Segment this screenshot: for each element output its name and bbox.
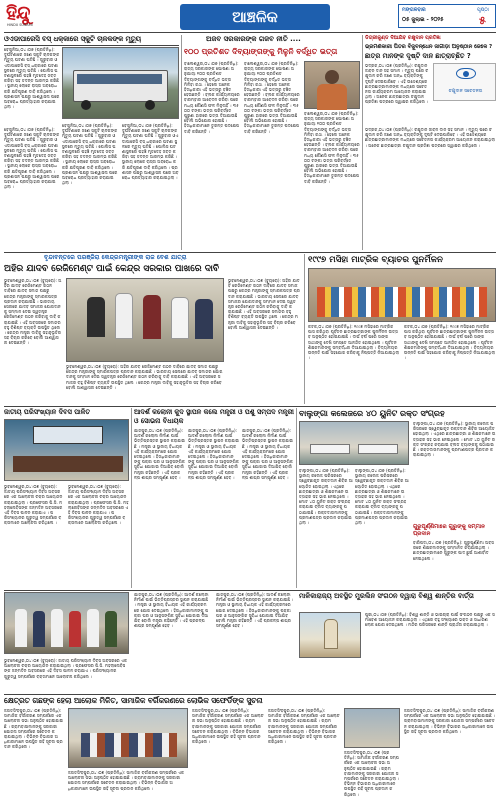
body-text: ଜଗତସିଂହପୁର,୦୪।୦୭ (ପ୍ରତିନିଧି): ସାମାଜିକ ବର୍ଗୀକରଣ ସମ୍ପର୍କରେ ଏକ ଆଲୋଚନା ସଭା ଅନୁଷ୍ଠିତ ହୋଇଯାଇଛି । ଗ୍ରାମବାସୀମାନଙ୍କୁ ସରକାରୀ ଯୋଜନା ସମ୍ପର୍କରେ ସଚେତନ କରାଯାଇଥିଲା । ବିଭିନ୍ନ ବିଭାଗର ଅଧିକାରୀମାନେ ଉପସ୍ଥିତ ରହି ସୂଚନା ପ୍ରଦାନ କରିଥିଲେ । [4, 708, 64, 750]
masthead [0, 0, 500, 34]
col-divider [181, 35, 182, 250]
guru-body: ବାରିପଦା,୦୪।୦୭ (ପ୍ରତିନିଧି): ଗୁରୁପୂର୍ଣ୍ଣିମା ଅବସରରେ ଶିକ୍ଷକମାନଙ୍କୁ ସମ୍ମାନିତ କରାଯାଇଥିଲା । ଛାତ୍ରଛାତ୍ରୀମାନେ ଗୁରୁଙ୍କ ପାଦ ଛୁଇଁ ଆଶୀର୍ବାଦ ନେଇଥିଲେ । [413, 540, 494, 561]
story-reunion [308, 254, 496, 404]
story-eye-donation [365, 35, 496, 250]
date: ୦୫ ଜୁଲାଇ - ୨୦୨୫ [402, 17, 444, 23]
date-block [398, 4, 496, 28]
headline: କ୍ଷେତ୍ରତ ଗଛଙ୍କ ହେଲା ଆଲୋକ ମିଳିତ, ସାମାଜିକ ବର୍ଗିକରଣରେ ଲୋଭିକ ସଫେର୍ଡିଙ୍କ ସୁଚନା [4, 696, 263, 705]
body-text: ବାଲେଶ୍ୱର,୦୪।୦୭ (ପ୍ରତିନିଧି): ରାଜ୍ୟ ସରକାରଙ୍କ ଘୋଷଣା ଅନୁଯାୟୀ ୧୦୦ ପ୍ରତିଶତ ଦିବ୍ୟାଙ୍ଗଙ୍କୁ ବର୍ଦ୍ଧିତ ଭତ୍ତା ମିଳିବା କଥା । ହେଲେ ଅନେକ ହିତାଧିକାରୀ ଏହି ଭତ୍ତାରୁ ବଞ୍ଚିତ ହେଉଛନ୍ତି । ବ୍ଲକ କାର୍ଯ୍ୟାଳୟରେ ବାରମ୍ବାର ଆବେଦନ କରିବା ପରେ ମଧ୍ୟ କୌଣସି ଫଳ ମିଳୁନାହିଁ । ୩୫୦୦ ଟଙ୍କା ଭତ୍ତା ପରିବର୍ତ୍ତେ ପୁରୁଣା ହାରରେ ଭତ୍ତା ଦିଆଯାଉଛି ବୋଲି ଅଭିଯୋଗ ହୋଇଛି । ହିତାଧିକାରୀମାନେ ତୁରନ୍ତ ପଦକ୍ଷେପ ଦାବି କରିଛନ୍ତି । [184, 61, 240, 134]
body-text-4: ବେଗୁନିଆ,୦୪।୦୭ (ପ୍ରତିନିଧି): ଦୁର୍ଘଟଣାରେ ଜଣେ ସ୍କୁଟି ଚାଳକଙ୍କ ମୃତ୍ୟୁ ଘଟଣା ଘଟିଛି । ଗୁରୁବାର ଓଏଡାପାରେସି ବସ୍ ଧକ୍କାରେ ଘଟଣା ସ୍ଥଳରେ ମୃତ୍ୟୁ ଘଟିଛି । ପୋଲିସ ଘଟଣାସ୍ଥଳରେ ପହଞ୍ଚି ମୃତଦେହ ଜବତ କରିବା ସହ ତଦନ୍ତ ଆରମ୍ଭ କରିଛି । ସ୍ଥାନୀୟ ଲୋକେ ରାସ୍ତା ଅବରୋଧ କରି କ୍ଷତିପୂରଣ ଦାବି କରିଥିଲେ । ପ୍ରଶାସନ ପକ୍ଷରୁ ଆଶ୍ୱାସନା ପରେ ଅବରୋଧ ପ୍ରତ୍ୟାହାର କରାଯାଇଥିଲା । [4, 127, 60, 190]
kicker: ଡିଗ୍ରୀକୁଣ୍ଡ ଦିଆଯିବ ଚକ୍ଷୁଦାନ ପ୍ରତିଜ୍ଞା [365, 35, 441, 41]
masthead-rule [4, 32, 496, 33]
logo-caption: ଚକ୍ଷୁଦାନ ସଚେତନତା [448, 89, 483, 94]
body-text-3: ବେଗୁନିଆ,୦୪।୦୭ (ପ୍ରତିନିଧି): ଦୁର୍ଘଟଣାରେ ଜଣେ ସ୍କୁଟି ଚାଳକଙ୍କ ମୃତ୍ୟୁ ଘଟଣା ଘଟିଛି । ଗୁରୁବାର ଓଏଡାପାରେସି ବସ୍ ଧକ୍କାରେ ଘଟଣା ସ୍ଥଳରେ ମୃତ୍ୟୁ ଘଟିଛି । ପୋଲିସ ଘଟଣାସ୍ଥଳରେ ପହଞ୍ଚି ମୃତଦେହ ଜବତ କରିବା ସହ ତଦନ୍ତ ଆରମ୍ଭ କରିଛି । ସ୍ଥାନୀୟ ଲୋକେ ରାସ୍ତା ଅବରୋଧ କରି କ୍ଷତିପୂରଣ ଦାବି କରିଥିଲେ । ପ୍ରଶାସନ ପକ୍ଷରୁ ଆଶ୍ୱାସନା ପରେ ଅବରୋଧ ପ୍ରତ୍ୟାହାର କରାଯାଇଥିଲା । [122, 123, 179, 181]
body-text-3: ଯାଜପୁର,୦୪।୦୭ (ପ୍ରତିନିଧି): ଆଦର୍ଶ କଲୋନୀ ନିର୍ମାଣ ପାଇଁ ଭିତ୍ତିପ୍ରସ୍ତର ସ୍ଥାପନ କରାଯାଇଛି । ମନ୍ତ୍ରୀ ଓ ସ୍ଥାନୀୟ ବିଧାୟକ ଏହି କାର୍ଯ୍ୟକ୍ରମରେ ଯୋଗ ଦେଇଥିଲେ । ହିତାଧିକାରୀମାନଙ୍କୁ ପକ୍କା ଘର ଓ ଆନୁସଙ୍ଗିକ ସୁବିଧା ଯୋଗାଇ ଦିଆଯିବ ବୋଲି ମନ୍ତ୍ରୀ କହିଛନ୍ତି । ଏହି ପ୍ରକଳ୍ପ ଶୀଘ୍ର ସମ୍ପୂର୍ଣ୍ଣ ହେବ । [242, 428, 294, 480]
story-blood-donation [299, 408, 496, 588]
body-text-3: ଜଗତସିଂହପୁର,୦୪।୦୭ (ପ୍ରତିନିଧି): ସାମାଜିକ ବର୍ଗୀକରଣ ସମ୍ପର୍କରେ ଏକ ଆଲୋଚନା ସଭା ଅନୁଷ୍ଠିତ ହୋଇଯାଇଛି । ଗ୍ରାମବାସୀମାନଙ୍କୁ ସରକାରୀ ଯୋଜନା ସମ୍ପର୍କରେ ସଚେତନ କରାଯାଇଥିଲା । ବିଭିନ୍ନ ବିଭାଗର ଅଧିକାରୀମାନେ ଉପସ୍ଥିତ ରହି ସୂଚନା ପ୍ରଦାନ କରିଥିଲେ । [192, 708, 264, 745]
eye-donation-logo [433, 63, 496, 101]
kicker: ଅଜବ ସରକାରଙ୍କ ଗଜବ ନୀତି .... [206, 35, 301, 43]
body-text-2: ଭଦ୍ରକ,୦୪।୦୭ (ପ୍ରତିନିଧି): ଚକ୍ଷୁଦାନ ଜୀବନ ଦାନ ସହ ସମାନ । ମୃତ୍ୟୁ ପରେ ଚକ୍ଷୁଦାନ କରି ଜଣେ ଅନ୍ଧ ବ୍ୟକ୍ତିଙ୍କୁ ଦୃଷ୍ଟି ଦେଇପାରିବେ । ଏହି ଉଦ୍ଦେଶ୍ୟରେ ଛାତ୍ରଛାତ୍ରୀମାନଙ୍କ ମଧ୍ୟରେ ସଚେତନତା କାର୍ଯ୍ୟକ୍ରମ ଆୟୋଜନ କରାଯାଇଥିଲା । ଅନେକ ଛାତ୍ରଛାତ୍ରୀ ଚକ୍ଷୁଦାନ ପ୍ରତିଜ୍ଞା ପତ୍ରରେ ସ୍ୱାକ୍ଷର କରିଥିଲେ । [365, 127, 496, 148]
logo-sub: HINDU SUNAMI [7, 23, 33, 27]
body-text: ଭୁବନେଶ୍ୱର,୦୪।୦୭ (ବ୍ୟୁରୋ): ଜାତୀୟ ପରିସଂଖ୍ୟାନ ଦିବସ ଅବସରରେ ଏକ ଆଲୋଚନା ଚକ୍ର ଆୟୋଜନ କରାଯାଇଥିଲା । ପ୍ରଫେସର ପି.ସି. ମହଲାନୋବିସଙ୍କ ଜନ୍ମଦିନ ଅବସରରେ ଏହି ଦିବସ ପାଳନ କରାଯାଏ । ପରିସଂଖ୍ୟାନର ଗୁରୁତ୍ୱ ସମ୍ପର୍କରେ ବକ୍ତାମାନେ ଆଲୋଚନା କରିଥିଲେ । [4, 484, 63, 526]
headline: ମାଳିକାରାଜ୍ୟ ଅବସ୍ଥିତ ମୁରଲିନ ସଂଗଠନ ଦ୍ୱାରା ବିଶ୍ୱ ଶାନ୍ତିର ବାର୍ତ୍ତା [299, 592, 474, 600]
headline: ୧୦୦ ପ୍ରତିଶତ ଦିବ୍ୟାଙ୍ଗଙ୍କୁ ମିଳୁନି ବର୍ଦ୍ଧିତ ଭତ୍ତା [184, 47, 338, 56]
body-text: ବାଲୁଙ୍ଗା,୦୪।୦୭ (ପ୍ରତିନିଧି): ସ୍ଥାନୀୟ କଲେଜ ପରିସରରେ ସ୍ୱେଚ୍ଛାକୃତ ରକ୍ତଦାନ ଶିବିର ଆୟୋଜିତ ହୋଇଥିଲା । ଏଥିରେ ଛାତ୍ରଛାତ୍ରୀ ଓ ଶିକ୍ଷକମାନେ ଉତ୍ସାହର ସହ ଭାଗ ନେଇଥିଲେ । ମୋଟ ୪୦ ୟୁନିଟ ରକ୍ତ ସଂଗ୍ରହ କରାଯାଇ ବ୍ଲଡ ବ୍ୟାଙ୍କକୁ ପଠାଯାଇଛି । ରକ୍ତଦାତାମାନଙ୍କୁ ପ୍ରମାଣପତ୍ର ପ୍ରଦାନ କରାଯାଇଥିଲା । [413, 421, 496, 458]
story-social-classification [4, 696, 496, 797]
body-text-4: ଜଗତସିଂହପୁର,୦୪।୦୭ (ପ୍ରତିନିଧି): ସାମାଜିକ ବର୍ଗୀକରଣ ସମ୍ପର୍କରେ ଏକ ଆଲୋଚନା ସଭା ଅନୁଷ୍ଠିତ ହୋଇଯାଇଛି । ଗ୍ରାମବାସୀମାନଙ୍କୁ ସରକାରୀ ଯୋଜନା ସମ୍ପର୍କରେ ସଚେତନ କରାଯାଇଥିଲା । ବିଭିନ୍ନ ବିଭାଗର ଅଧିକାରୀମାନେ ଉପସ୍ଥିତ ରହି ସୂଚନା ପ୍ରଦାନ କରିଥିଲେ । [268, 708, 340, 745]
body-text: କଟକ,୦୪।୦୭ (ପ୍ରତିନିଧି): ୧୯୯୭ ମସିହାରେ ମାଟ୍ରିକ ପାସ କରିଥିବା ପୂର୍ବତନ ଛାତ୍ରଛାତ୍ରୀଙ୍କ ପୁନର୍ମିଳନ ଉତ୍ସବ ଅନୁଷ୍ଠିତ ହୋଇଯାଇଛି । ଦୀର୍ଘ ବର୍ଷ ପରେ ସାଙ୍ଗସାଥୀଙ୍କୁ ଦେଖି ସମସ୍ତେ ଆନନ୍ଦିତ ହୋଇଥିଲେ । ପୂର୍ବତନ ଶିକ୍ଷକମାନଙ୍କୁ ସମ୍ବର୍ଦ୍ଧନା ଦିଆଯାଇଥିଲା । ବିଦ୍ୟାଳୟର ଉନ୍ନତି ପାଇଁ ସହଯୋଗ କରିବାକୁ ନିଷ୍ପତ୍ତି ନିଆଯାଇଥିଲା । [308, 324, 400, 361]
body-text-2: ବାଲୁଙ୍ଗା,୦୪।୦୭ (ପ୍ରତିନିଧି): ସ୍ଥାନୀୟ କଲେଜ ପରିସରରେ ସ୍ୱେଚ୍ଛାକୃତ ରକ୍ତଦାନ ଶିବିର ଆୟୋଜିତ ହୋଇଥିଲା । ଏଥିରେ ଛାତ୍ରଛାତ୍ରୀ ଓ ଶିକ୍ଷକମାନେ ଉତ୍ସାହର ସହ ଭାଗ ନେଇଥିଲେ । ମୋଟ ୪୦ ୟୁନିଟ ରକ୍ତ ସଂଗ୍ରହ କରାଯାଇ ବ୍ଲଡ ବ୍ୟାଙ୍କକୁ ପଠାଯାଇଛି । ରକ୍ତଦାତାମାନଙ୍କୁ ପ୍ରମାଣପତ୍ର ପ୍ରଦାନ କରାଯାଇଥିଲା । [299, 468, 353, 526]
page-label: ପୃଷ୍ଠା [477, 7, 489, 13]
page-number: ୫ [479, 14, 486, 27]
body-text: ପୁରୀ,୦୪।୦୭ (ପ୍ରତିନିଧି): ବିଶ୍ୱ ଶାନ୍ତି ଓ ଭାଇଚାରା ପାଇଁ ସଂଗଠନ ପକ୍ଷରୁ ଏକ ସମାବେଶ ଆୟୋଜନ କରାଯାଇଥିଲା । ଏଥିରେ ବହୁ ସଂଖ୍ୟାରେ ଭକ୍ତ ଓ ସାଧାରଣ ଲୋକ ଯୋଗ ଦେଇଥିଲେ । ମନ୍ଦିର ପରିସରରେ ଶାନ୍ତି ପ୍ରାର୍ଥନା କରାଯାଇଥିଲା । [365, 612, 495, 628]
blood-camp-photo [299, 421, 409, 465]
body-text-3: ଯାଜପୁର,୦୪।୦୭ (ପ୍ରତିନିଧି): ଆଦର୍ଶ କଲୋନୀ ନିର୍ମାଣ ପାଇଁ ଭିତ୍ତିପ୍ରସ୍ତର ସ୍ଥାପନ କରାଯାଇଛି । ମନ୍ତ୍ରୀ ଓ ସ୍ଥାନୀୟ ବିଧାୟକ ଏହି କାର୍ଯ୍ୟକ୍ରମରେ ଯୋଗ ଦେଇଥିଲେ । ହିତାଧିକାରୀମାନଙ୍କୁ ପକ୍କା ଘର ଓ ଆନୁସଙ୍ଗିକ ସୁବିଧା ଯୋଗାଇ ଦିଆଯିବ ବୋଲି ମନ୍ତ୍ରୀ କହିଛନ୍ତି । ଏହି ପ୍ରକଳ୍ପ ଶୀଘ୍ର ସମ୍ପୂର୍ଣ୍ଣ ହେବ । [216, 592, 294, 629]
band-rule [4, 252, 496, 253]
headline: ଭ୍ରମଣକାରୀ ପିତର ବିଜୁବନ୍ଧେନ ଜାଗୀଡ଼ା ଅନୁଷ୍ଠାନ ଜେଳେ ? [365, 44, 493, 50]
section-banner [180, 4, 330, 30]
body-text-3: ଭୁବନେଶ୍ୱର,୦୪।୦୭ (ବ୍ୟୁରୋ): ଅହିର ଯାଦବ ରେଜିମେଣ୍ଟ ଗଠନ ଦାବିରେ ଯାଦବ ସମାଜ ପକ୍ଷରୁ କେନ୍ଦ୍ର ମନ୍ତ୍ରୀଙ୍କୁ ସ୍ମାରକପତ୍ର ପ୍ରଦାନ କରାଯାଇଛି । ଭାରତୀୟ ସେନାରେ ଯାଦବ ସମାଜର ଯୋଗଦାନକୁ ସମ୍ମାନ ଦେଇ ସ୍ୱତନ୍ତ୍ର ରେଜିମେଣ୍ଟ ଗଠନ କରିବାକୁ ଦାବି କରାଯାଇଛି । ଏହି ଅବସରରେ ସମାଜର ବହୁ ବିଶିଷ୍ଟ ବ୍ୟକ୍ତି ଉପସ୍ଥିତ ଥିଲେ । କେନ୍ଦ୍ର ମନ୍ତ୍ରୀ ଦାବିକୁ ସହାନୁଭୂତିର ସହ ବିଚାର କରିବେ ବୋଲି ଆଶ୍ୱାସନା ଦେଇଛନ୍ତି । [228, 278, 300, 330]
story-world-peace [299, 592, 496, 692]
body-text: ଭୁବନେଶ୍ୱର,୦୪।୦୭ (ବ୍ୟୁରୋ): ଜାତୀୟ ପରିସଂଖ୍ୟାନ ଦିବସ ଅବସରରେ ଏକ ଆଲୋଚନା ଚକ୍ର ଆୟୋଜନ କରାଯାଇଥିଲା । ପ୍ରଫେସର ପି.ସି. ମହଲାନୋବିସଙ୍କ ଜନ୍ମଦିନ ଅବସରରେ ଏହି ଦିବସ ପାଳନ କରାଯାଏ । ପରିସଂଖ୍ୟାନର ଗୁରୁତ୍ୱ ସମ୍ପର୍କରେ ବକ୍ତାମାନେ ଆଲୋଚନା କରିଥିଲେ । [4, 658, 128, 679]
body-text: ଯାଜପୁର,୦୪।୦୭ (ପ୍ରତିନିଧି): ଆଦର୍ଶ କଲୋନୀ ନିର୍ମାଣ ପାଇଁ ଭିତ୍ତିପ୍ରସ୍ତର ସ୍ଥାପନ କରାଯାଇଛି । ମନ୍ତ୍ରୀ ଓ ସ୍ଥାନୀୟ ବିଧାୟକ ଏହି କାର୍ଯ୍ୟକ୍ରମରେ ଯୋଗ ଦେଇଥିଲେ । ହିତାଧିକାରୀମାନଙ୍କୁ ପକ୍କା ଘର ଓ ଆନୁସଙ୍ଗିକ ସୁବିଧା ଯୋଗାଇ ଦିଆଯିବ ବୋଲି ମନ୍ତ୍ରୀ କହିଛନ୍ତି । ଏହି ପ୍ରକଳ୍ପ ଶୀଘ୍ର ସମ୍ପୂର୍ଣ୍ଣ ହେବ । [134, 428, 186, 480]
headline-rule [4, 45, 179, 46]
logo-text: ହିନ୍ଦୁ [6, 2, 30, 24]
body-text-2: କଟକ,୦୪।୦୭ (ପ୍ରତିନିଧି): ୧୯୯୭ ମସିହାରେ ମାଟ୍ରିକ ପାସ କରିଥିବା ପୂର୍ବତନ ଛାତ୍ରଛାତ୍ରୀଙ୍କ ପୁନର୍ମିଳନ ଉତ୍ସବ ଅନୁଷ୍ଠିତ ହୋଇଯାଇଛି । ଦୀର୍ଘ ବର୍ଷ ପରେ ସାଙ୍ଗସାଥୀଙ୍କୁ ଦେଖି ସମସ୍ତେ ଆନନ୍ଦିତ ହୋଇଥିଲେ । ପୂର୍ବତନ ଶିକ୍ଷକମାନଙ୍କୁ ସମ୍ବର୍ଦ୍ଧନା ଦିଆଯାଇଥିଲା । ବିଦ୍ୟାଳୟର ଉନ୍ନତି ପାଇଁ ସହଯୋଗ କରିବାକୁ ନିଷ୍ପତ୍ତି ନିଆଯାଇଥିଲା । [404, 324, 496, 361]
col-divider [362, 35, 363, 250]
reunion-photo [308, 268, 496, 322]
body-text-2: ଯାଜପୁର,୦୪।୦୭ (ପ୍ରତିନିଧି): ଆଦର୍ଶ କଲୋନୀ ନିର୍ମାଣ ପାଇଁ ଭିତ୍ତିପ୍ରସ୍ତର ସ୍ଥାପନ କରାଯାଇଛି । ମନ୍ତ୍ରୀ ଓ ସ୍ଥାନୀୟ ବିଧାୟକ ଏହି କାର୍ଯ୍ୟକ୍ରମରେ ଯୋଗ ଦେଇଥିଲେ । ହିତାଧିକାରୀମାନଙ୍କୁ ପକ୍କା ଘର ଓ ଆନୁସଙ୍ଗିକ ସୁବିଧା ଯୋଗାଇ ଦିଆଯିବ ବୋଲି ମନ୍ତ୍ରୀ କହିଛନ୍ତି । ଏହି ପ୍ରକଳ୍ପ ଶୀଘ୍ର ସମ୍ପୂର୍ଣ୍ଣ ହେବ । [188, 428, 240, 480]
weekday: ମଙ୍ଗଳବାର [402, 7, 426, 13]
headline: ୧୯୯୭ ମସିହା ମାଟ୍ରିକ ବ୍ୟାଚର ପୁନର୍ମିଳନ [308, 255, 443, 265]
body-text: ବେଗୁନିଆ,୦୪।୦୭ (ପ୍ରତିନିଧି): ଦୁର୍ଘଟଣାରେ ଜଣେ ସ୍କୁଟି ଚାଳକଙ୍କ ମୃତ୍ୟୁ ଘଟଣା ଘଟିଛି । ଗୁରୁବାର ଓଏଡାପାରେସି ବସ୍ ଧକ୍କାରେ ଘଟଣା ସ୍ଥଳରେ ମୃତ୍ୟୁ ଘଟିଛି । ପୋଲିସ ଘଟଣାସ୍ଥଳରେ ପହଞ୍ଚି ମୃତଦେହ ଜବତ କରିବା ସହ ତଦନ୍ତ ଆରମ୍ଭ କରିଛି । ସ୍ଥାନୀୟ ଲୋକେ ରାସ୍ତା ଅବରୋଧ କରି କ୍ଷତିପୂରଣ ଦାବି କରିଥିଲେ । ପ୍ରଶାସନ ପକ୍ଷରୁ ଆଶ୍ୱାସନା ପରେ ଅବରୋଧ ପ୍ରତ୍ୟାହାର କରାଯାଇଥିଲା । [4, 47, 60, 110]
headline: ବାଲୁଙ୍ଗା କଲେଜରେ ୪୦ ୟୁନିଟ ରକ୍ତ ସଂଗ୍ରହ [299, 409, 445, 418]
body-text-5: ଜଗତସିଂହପୁର,୦୪।୦୭ (ପ୍ରତିନିଧି): ସାମାଜିକ ବର୍ଗୀକରଣ ସମ୍ପର୍କରେ ଏକ ଆଲୋଚନା ସଭା ଅନୁଷ୍ଠିତ ହୋଇଯାଇଛି । ଗ୍ରାମବାସୀମାନଙ୍କୁ ସରକାରୀ ଯୋଜନା ସମ୍ପର୍କରେ ସଚେତନ କରାଯାଇଥିଲା । ବିଭିନ୍ନ ବିଭାଗର ଅଧିକାରୀମାନେ ଉପସ୍ଥିତ ରହି ସୂଚନା ପ୍ରଦାନ କରିଥିଲେ । [344, 750, 400, 797]
body-text-2: ବେଗୁନିଆ,୦୪।୦୭ (ପ୍ରତିନିଧି): ଦୁର୍ଘଟଣାରେ ଜଣେ ସ୍କୁଟି ଚାଳକଙ୍କ ମୃତ୍ୟୁ ଘଟଣା ଘଟିଛି । ଗୁରୁବାର ଓଏଡାପାରେସି ବସ୍ ଧକ୍କାରେ ଘଟଣା ସ୍ଥଳରେ ମୃତ୍ୟୁ ଘଟିଛି । ପୋଲିସ ଘଟଣାସ୍ଥଳରେ ପହଞ୍ଚି ମୃତଦେହ ଜବତ କରିବା ସହ ତଦନ୍ତ ଆରମ୍ଭ କରିଛି । ସ୍ଥାନୀୟ ଲୋକେ ରାସ୍ତା ଅବରୋଧ କରି କ୍ଷତିପୂରଣ ଦାବି କରିଥିଲେ । ପ୍ରଶାସନ ପକ୍ଷରୁ ଆଶ୍ୱାସନା ପରେ ଅବରୋଧ ପ୍ରତ୍ୟାହାର କରାଯାଇଥିଲା । [62, 123, 118, 186]
headline: ଓଏଡାପାରେସି ବସ୍ ଧକ୍କାରେ ସ୍କୁଟି ଚାଳକଙ୍କ ମୃତ୍ୟୁ [4, 35, 142, 43]
headline: ଅହିର ଯାଦବ ରେଜିମେଣ୍ଟ ପାଇଁ କେନ୍ଦ୍ର ସରକାର ପାଖରେ ଦାବି [4, 264, 220, 274]
colony-photo [4, 592, 129, 654]
temple-photo [299, 612, 361, 658]
body-text: ଭୁବନେଶ୍ୱର,୦୪।୦୭ (ବ୍ୟୁରୋ): ଅହିର ଯାଦବ ରେଜିମେଣ୍ଟ ଗଠନ ଦାବିରେ ଯାଦବ ସମାଜ ପକ୍ଷରୁ କେନ୍ଦ୍ର ମନ୍ତ୍ରୀଙ୍କୁ ସ୍ମାରକପତ୍ର ପ୍ରଦାନ କରାଯାଇଛି । ଭାରତୀୟ ସେନାରେ ଯାଦବ ସମାଜର ଯୋଗଦାନକୁ ସମ୍ମାନ ଦେଇ ସ୍ୱତନ୍ତ୍ର ରେଜିମେଣ୍ଟ ଗଠନ କରିବାକୁ ଦାବି କରାଯାଇଛି । ଏହି ଅବସରରେ ସମାଜର ବହୁ ବିଶିଷ୍ଟ ବ୍ୟକ୍ତି ଉପସ୍ଥିତ ଥିଲେ । କେନ୍ଦ୍ର ମନ୍ତ୍ରୀ ଦାବିକୁ ସହାନୁଭୂତିର ସହ ବିଚାର କରିବେ ବୋଲି ଆଶ୍ୱାସନା ଦେଇଛନ୍ତି । [4, 278, 62, 346]
kicker: ବୃନ୍ଦାବନ୍ତରେ ପରଞ୍ଜିରା କେନ୍ଦ୍ରମନ୍ତ୍ରୀଙ୍କ ରାଜ ବେଶ ଯାତ୍ରା [44, 254, 187, 261]
col-divider [131, 408, 132, 588]
headline: ଜାତୀୟ ପରିସଂଖ୍ୟାନ ଦିବସ ପାଳିତ [4, 408, 91, 416]
col-divider [304, 254, 305, 404]
body-text-2: ବାଲେଶ୍ୱର,୦୪।୦୭ (ପ୍ରତିନିଧି): ରାଜ୍ୟ ସରକାରଙ୍କ ଘୋଷଣା ଅନୁଯାୟୀ ୧୦୦ ପ୍ରତିଶତ ଦିବ୍ୟାଙ୍ଗଙ୍କୁ ବର୍ଦ୍ଧିତ ଭତ୍ତା ମିଳିବା କଥା । ହେଲେ ଅନେକ ହିତାଧିକାରୀ ଏହି ଭତ୍ତାରୁ ବଞ୍ଚିତ ହେଉଛନ୍ତି । ବ୍ଲକ କାର୍ଯ୍ୟାଳୟରେ ବାରମ୍ବାର ଆବେଦନ କରିବା ପରେ ମଧ୍ୟ କୌଣସି ଫଳ ମିଳୁନାହିଁ । ୩୫୦୦ ଟଙ୍କା ଭତ୍ତା ପରିବର୍ତ୍ତେ ପୁରୁଣା ହାରରେ ଭତ୍ତା ଦିଆଯାଉଛି ବୋଲି ଅଭିଯୋଗ ହୋଇଛି । ହିତାଧିକାରୀମାନେ ତୁରନ୍ତ ପଦକ୍ଷେପ ଦାବି କରିଛନ୍ତି । [244, 61, 300, 134]
row-rule [4, 406, 496, 407]
meeting-photo [68, 708, 188, 768]
woman-photo [304, 61, 360, 109]
body-text-2: ଭୁବନେଶ୍ୱର,୦୪।୦୭ (ବ୍ୟୁରୋ): ଜାତୀୟ ପରିସଂଖ୍ୟାନ ଦିବସ ଅବସରରେ ଏକ ଆଲୋଚନା ଚକ୍ର ଆୟୋଜନ କରାଯାଇଥିଲା । ପ୍ରଫେସର ପି.ସି. ମହଲାନୋବିସଙ୍କ ଜନ୍ମଦିନ ଅବସରରେ ଏହି ଦିବସ ପାଳନ କରାଯାଏ । ପରିସଂଖ୍ୟାନର ଗୁରୁତ୍ୱ ସମ୍ପର୍କରେ ବକ୍ତାମାନେ ଆଲୋଚନା କରିଥିଲେ । [68, 484, 129, 526]
body-text-2: ଯାଜପୁର,୦୪।୦୭ (ପ୍ରତିନିଧି): ଆଦର୍ଶ କଲୋନୀ ନିର୍ମାଣ ପାଇଁ ଭିତ୍ତିପ୍ରସ୍ତର ସ୍ଥାପନ କରାଯାଇଛି । ମନ୍ତ୍ରୀ ଓ ସ୍ଥାନୀୟ ବିଧାୟକ ଏହି କାର୍ଯ୍ୟକ୍ରମରେ ଯୋଗ ଦେଇଥିଲେ । ହିତାଧିକାରୀମାନଙ୍କୁ ପକ୍କା ଘର ଓ ଆନୁସଙ୍ଗିକ ସୁବିଧା ଯୋଗାଇ ଦିଆଯିବ ବୋଲି ମନ୍ତ୍ରୀ କହିଛନ୍ତି । ଏହି ପ୍ରକଳ୍ପ ଶୀଘ୍ର ସମ୍ପୂର୍ଣ୍ଣ ହେବ । [134, 592, 209, 629]
seminar-photo [4, 419, 129, 481]
body-text-3: ବାଲୁଙ୍ଗା,୦୪।୦୭ (ପ୍ରତିନିଧି): ସ୍ଥାନୀୟ କଲେଜ ପରିସରରେ ସ୍ୱେଚ୍ଛାକୃତ ରକ୍ତଦାନ ଶିବିର ଆୟୋଜିତ ହୋଇଥିଲା । ଏଥିରେ ଛାତ୍ରଛାତ୍ରୀ ଓ ଶିକ୍ଷକମାନେ ଉତ୍ସାହର ସହ ଭାଗ ନେଇଥିଲେ । ମୋଟ ୪୦ ୟୁନିଟ ରକ୍ତ ସଂଗ୍ରହ କରାଯାଇ ବ୍ଲଡ ବ୍ୟାଙ୍କକୁ ପଠାଯାଇଛି । ରକ୍ତଦାତାମାନଙ୍କୁ ପ୍ରମାଣପତ୍ର ପ୍ରଦାନ କରାଯାଇଥିଲା । [355, 468, 409, 526]
story-yadav-regiment [4, 254, 496, 404]
body-text: ଭଦ୍ରକ,୦୪।୦୭ (ପ୍ରତିନିଧି): ଚକ୍ଷୁଦାନ ଜୀବନ ଦାନ ସହ ସମାନ । ମୃତ୍ୟୁ ପରେ ଚକ୍ଷୁଦାନ କରି ଜଣେ ଅନ୍ଧ ବ୍ୟକ୍ତିଙ୍କୁ ଦୃଷ୍ଟି ଦେଇପାରିବେ । ଏହି ଉଦ୍ଦେଶ୍ୟରେ ଛାତ୍ରଛାତ୍ରୀମାନଙ୍କ ମଧ୍ୟରେ ସଚେତନତା କାର୍ଯ୍ୟକ୍ରମ ଆୟୋଜନ କରାଯାଇଥିଲା । ଅନେକ ଛାତ୍ରଛାତ୍ରୀ ଚକ୍ଷୁଦାନ ପ୍ରତିଜ୍ଞା ପତ୍ରରେ ସ୍ୱାକ୍ଷର କରିଥିଲେ । [365, 63, 429, 105]
logo [6, 2, 64, 28]
body-text-2: ଭୁବନେଶ୍ୱର,୦୪।୦୭ (ବ୍ୟୁରୋ): ଅହିର ଯାଦବ ରେଜିମେଣ୍ଟ ଗଠନ ଦାବିରେ ଯାଦବ ସମାଜ ପକ୍ଷରୁ କେନ୍ଦ୍ର ମନ୍ତ୍ରୀଙ୍କୁ ସ୍ମାରକପତ୍ର ପ୍ରଦାନ କରାଯାଇଛି । ଭାରତୀୟ ସେନାରେ ଯାଦବ ସମାଜର ଯୋଗଦାନକୁ ସମ୍ମାନ ଦେଇ ସ୍ୱତନ୍ତ୍ର ରେଜିମେଣ୍ଟ ଗଠନ କରିବାକୁ ଦାବି କରାଯାଇଛି । ଏହି ଅବସରରେ ସମାଜର ବହୁ ବିଶିଷ୍ଟ ବ୍ୟକ୍ତି ଉପସ୍ଥିତ ଥିଲେ । କେନ୍ଦ୍ର ମନ୍ତ୍ରୀ ଦାବିକୁ ସହାନୁଭୂତିର ସହ ବିଚାର କରିବେ ବୋଲି ଆଶ୍ୱାସନା ଦେଇଛନ୍ତି । [66, 364, 223, 390]
story-statistics-day [4, 408, 129, 588]
guru-headline: ଗୁରୁପୂର୍ଣ୍ଣିମାରେ ଗୁରୁଙ୍କୁ ସମ୍ମାନ ପ୍ରଦାନ [413, 524, 486, 537]
row-rule-2 [4, 590, 496, 591]
row-rule-3 [4, 694, 496, 695]
story-model-colony [134, 408, 294, 588]
regiment-photo [66, 278, 224, 362]
subhead: ଛାତ୍ର ମାନଙ୍କ ଦୃଷ୍ଟି ଦାନ ଛାତ୍ରାଚ୍ଛିତ ? [365, 52, 471, 60]
col-divider [296, 408, 297, 588]
officials-photo [344, 708, 400, 748]
lower-middle-block [4, 592, 294, 692]
story-bus-accident [4, 35, 179, 250]
body-text-3: ବାଲେଶ୍ୱର,୦୪।୦୭ (ପ୍ରତିନିଧି): ରାଜ୍ୟ ସରକାରଙ୍କ ଘୋଷଣା ଅନୁଯାୟୀ ୧୦୦ ପ୍ରତିଶତ ଦିବ୍ୟାଙ୍ଗଙ୍କୁ ବର୍ଦ୍ଧିତ ଭତ୍ତା ମିଳିବା କଥା । ହେଲେ ଅନେକ ହିତାଧିକାରୀ ଏହି ଭତ୍ତାରୁ ବଞ୍ଚିତ ହେଉଛନ୍ତି । ବ୍ଲକ କାର୍ଯ୍ୟାଳୟରେ ବାରମ୍ବାର ଆବେଦନ କରିବା ପରେ ମଧ୍ୟ କୌଣସି ଫଳ ମିଳୁନାହିଁ । ୩୫୦୦ ଟଙ୍କା ଭତ୍ତା ପରିବର୍ତ୍ତେ ପୁରୁଣା ହାରରେ ଭତ୍ତା ଦିଆଯାଉଛି ବୋଲି ଅଭିଯୋଗ ହୋଇଛି । ହିତାଧିକାରୀମାନେ ତୁରନ୍ତ ପଦକ୍ଷେପ ଦାବି କରିଛନ୍ତି । [304, 111, 360, 184]
body-text-6: ଜଗତସିଂହପୁର,୦୪।୦୭ (ପ୍ରତିନିଧି): ସାମାଜିକ ବର୍ଗୀକରଣ ସମ୍ପର୍କରେ ଏକ ଆଲୋଚନା ସଭା ଅନୁଷ୍ଠିତ ହୋଇଯାଇଛି । ଗ୍ରାମବାସୀମାନଙ୍କୁ ସରକାରୀ ଯୋଜନା ସମ୍ପର୍କରେ ସଚେତନ କରାଯାଇଥିଲା । ବିଭିନ୍ନ ବିଭାଗର ଅଧିକାରୀମାନେ ଉପସ୍ଥିତ ରହି ସୂଚନା ପ୍ରଦାନ କରିଥିଲେ । [404, 708, 495, 734]
story-disability-allowance [184, 35, 360, 250]
body-text-2: ଜଗତସିଂହପୁର,୦୪।୦୭ (ପ୍ରତିନିଧି): ସାମାଜିକ ବର୍ଗୀକରଣ ସମ୍ପର୍କରେ ଏକ ଆଲୋଚନା ସଭା ଅନୁଷ୍ଠିତ ହୋଇଯାଇଛି । ଗ୍ରାମବାସୀମାନଙ୍କୁ ସରକାରୀ ଯୋଜନା ସମ୍ପର୍କରେ ସଚେତନ କରାଯାଇଥିଲା । ବିଭିନ୍ନ ବିଭାଗର ଅଧିକାରୀମାନେ ଉପସ୍ଥିତ ରହି ସୂଚନା ପ୍ରଦାନ କରିଥିଲେ । [68, 770, 185, 791]
headline: ଆଦର୍ଶ କଲୋନୀ କୁଦ ସ୍ଥାପନ କଲେ ମନ୍ତ୍ରୀ ଓ ପଶୁ ସମ୍ପଦ ମନ୍ତ୍ରୀ ଓ ସୋଭନା ବିଧାୟକ [134, 408, 294, 425]
section-title: ଆଞ୍ଚଳିକ [232, 8, 278, 26]
bus-photo [62, 47, 179, 119]
